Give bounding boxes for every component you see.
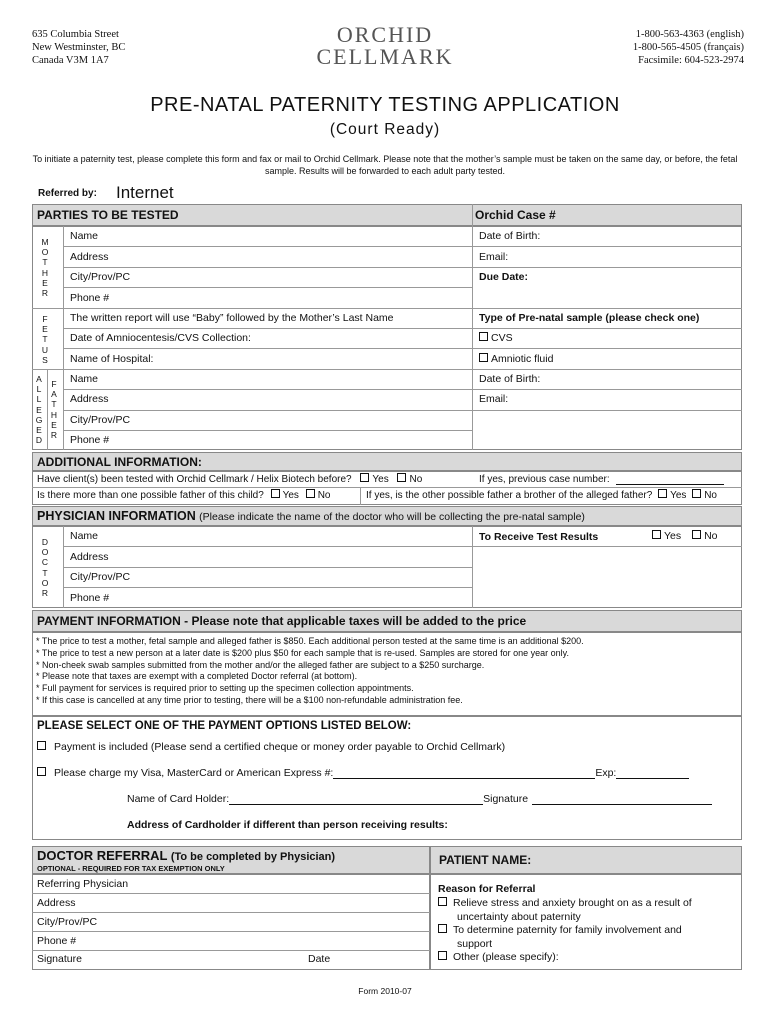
exp-input[interactable] [616,767,689,779]
address-line: New Westminster, BC [32,42,126,53]
form-subtitle: (Court Ready) [329,121,441,138]
referral-phone-field[interactable]: Phone # [37,935,77,947]
letter: O [41,247,49,258]
payment-note: * The price to test a new person at a later date is $200 plus $50 for each sample that is re-used. Samples are stored for one year only. [36,647,569,658]
letter: F [51,379,57,389]
doctor-address-field[interactable]: Address [70,551,109,563]
cardholder-address-label: Address of Cardholder if different than person receiving results: [127,819,448,831]
payment-included-option[interactable] [37,741,505,753]
address-line: Canada V3M 1A7 [32,55,109,66]
letter: E [42,324,48,335]
option-label: Please charge my Visa, MasterCard or American Express #: [54,767,334,779]
receive-yes-checkbox[interactable] [652,530,661,539]
question-text: If yes, previous case number: [479,474,610,485]
tested-before-question [37,473,422,485]
form-id: Form 2010-07 [358,986,412,996]
fetus-side-label [40,314,50,365]
father-dob-field[interactable]: Date of Birth: [479,373,541,385]
tested-before-yes-checkbox[interactable] [360,473,369,482]
form-title: PRE-NATAL PATERNITY TESTING APPLICATION [150,94,620,116]
cvs-option[interactable] [479,332,513,344]
letter: L [36,384,42,395]
multiple-fathers-no-checkbox[interactable] [306,489,315,498]
reason-label: Relieve stress and anxiety brought on as a result of [453,897,692,909]
card-holder-field[interactable] [127,793,712,805]
mother-city-field[interactable]: City/Prov/PC [70,271,131,283]
referring-physician-field[interactable]: Referring Physician [37,878,129,890]
mother-side-label [40,237,50,298]
card-holder-label: Name of Card Holder: [127,793,230,805]
payment-notes [36,636,584,707]
reason-label: To determine paternity for family involvement and [453,924,682,936]
additional-header: ADDITIONAL INFORMATION: [32,452,742,471]
card-number-input[interactable] [333,767,595,779]
letter: A [36,374,42,384]
card-signature-input[interactable] [532,793,712,805]
physician-header-note: (Please indicate the name of the doctor who will be collecting the pre-natal sample) [199,511,585,523]
collection-date-field[interactable]: Date of Amniocentesis/CVS Collection: [70,332,251,344]
logo-line: ORCHID [336,22,434,47]
reason-label: Other (please specify): [453,951,559,963]
tested-before-no-checkbox[interactable] [397,473,406,482]
letter: O [41,577,49,588]
exp-label: Exp: [595,767,617,779]
company-phones [633,28,744,67]
receive-no-checkbox[interactable] [692,530,701,539]
mother-name-field[interactable]: Name [70,230,99,242]
yes-label: Yes [670,490,687,501]
doctor-name-field[interactable]: Name [70,530,99,542]
no-label: No [704,530,718,542]
payment-note: * Full payment for services is required prior to setting up the specimen collection appointments. [36,683,414,694]
reasons-list [438,897,692,965]
due-date-field[interactable]: Due Date: [479,271,529,283]
letter: E [42,277,48,288]
father-phone-field[interactable]: Phone # [70,434,110,446]
option-label: Payment is included (Please send a certified cheque or money order payable to Orchid Cellmark) [54,741,506,753]
reason-header: Reason for Referral [438,883,536,895]
letter: O [41,547,49,558]
amniotic-option[interactable] [479,353,553,365]
address-line: 635 Columbia Street [32,29,119,40]
letter: E [36,404,42,415]
yes-label: Yes [664,530,682,542]
letter: G [35,414,43,425]
payment-header: PAYMENT INFORMATION - Please note that applicable taxes will be added to the price [32,610,742,632]
parties-header [32,204,742,226]
brother-yes-checkbox[interactable] [658,489,667,498]
letter: M [41,237,49,247]
intro-text: To initiate a paternity test, please complete this form and fax or mail to Orchid Cellmark. Please note that the mother’s sample must be taken on the same day, or before, the fetal sample. Results will be forwarded to each adult party tested. [32,154,738,176]
reason-family[interactable] [438,924,692,938]
doctor-referral-note: (To be completed by Physician) [170,851,336,863]
no-label: No [409,474,423,485]
letter: R [50,430,58,441]
payment-note: * If this case is cancelled at any time prior to testing, there will be a $100 non-refundable administration fee. [36,694,463,705]
letter: T [42,567,48,578]
option-label: Amniotic fluid [491,353,554,365]
letter: L [36,394,42,405]
letter: T [42,257,48,268]
receive-results-label: To Receive Test Results [479,531,599,543]
physician-header-label: PHYSICIAN INFORMATION [37,509,196,523]
letter: F [42,314,48,324]
brother-no-checkbox[interactable] [692,489,701,498]
patient-name-header: PATIENT NAME: [430,846,742,874]
letter: H [41,267,49,278]
case-number-label: Orchid Case # [475,208,556,222]
physician-header [32,506,742,526]
doctor-city-field[interactable]: City/Prov/PC [70,571,131,583]
payment-included-checkbox[interactable] [37,741,46,750]
doctor-referral-header [32,846,430,874]
referral-city-field[interactable]: City/Prov/PC [37,916,98,928]
letter: U [41,344,49,355]
receive-results-options [652,530,718,542]
no-label: No [704,490,717,501]
letter: C [41,557,49,568]
referral-signature-field[interactable]: Signature [37,953,82,965]
letter: H [50,409,58,420]
letter: S [42,354,48,365]
question-text: Have client(s) been tested with Orchid Cellmark / Helix Biotech before? [37,474,352,485]
referral-address-field[interactable]: Address [37,897,76,909]
logo-line: CELLMARK [316,44,454,69]
charge-card-checkbox[interactable] [37,767,46,776]
question-text: Is there more than one possible father of this child? [37,490,264,501]
previous-case-field[interactable] [479,473,724,485]
phone-line: Facsimile: 604-523-2974 [638,55,744,66]
checkbox[interactable] [438,924,447,933]
brother-question [366,489,717,501]
yes-label: Yes [282,490,299,501]
checkbox[interactable] [479,332,488,341]
fetus-report-note: The written report will use “Baby” followed by the Mother’s Last Name [70,312,394,324]
doctor-side-label [40,537,50,598]
mother-address-field[interactable]: Address [70,251,109,263]
mother-email-field[interactable]: Email: [479,251,509,263]
reason-continuation: support [457,937,493,950]
letter: R [41,288,49,299]
multiple-fathers-yes-checkbox[interactable] [271,489,280,498]
question-text: If yes, is the other possible father a brother of the alleged father? [366,490,653,501]
letter: A [51,389,57,400]
father-address-field[interactable]: Address [70,393,109,405]
father-name-field[interactable]: Name [70,373,99,385]
yes-label: Yes [372,474,389,485]
letter: T [51,399,57,410]
referral-date-field[interactable]: Date [308,953,331,965]
mother-dob-field[interactable]: Date of Birth: [479,230,541,242]
letter: T [42,334,48,345]
reason-continuation: uncertainty about paternity [457,910,581,923]
multiple-fathers-question [37,489,330,501]
referred-by-label: Referred by: [38,188,97,199]
doctor-referral-sub: OPTIONAL - REQUIRED FOR TAX EXEMPTION ONLY [37,864,225,873]
letter: E [51,419,57,430]
payment-note: * Please note that taxes are exempt with a completed Doctor referral (at bottom). [36,671,358,682]
reason-other[interactable] [438,951,692,965]
letter: D [41,537,49,547]
father-side-label [49,379,59,440]
phone-line: 1-800-563-4363 (english) [635,29,744,40]
payment-note: * The price to test a mother, fetal sample and alleged father is $850. Each additional person tested at the same time is an additional $200. [36,636,584,646]
signature-label: Signature [483,793,529,805]
previous-case-input[interactable] [616,473,724,485]
doctor-referral-title: DOCTOR REFERRAL [37,848,168,863]
orchid-cellmark-logo [300,24,470,68]
sample-type-header: Type of Pre-natal sample (please check one) [479,312,700,324]
checkbox[interactable] [438,951,447,960]
letter: E [36,425,42,436]
letter: D [35,435,43,446]
referred-by-value[interactable]: Internet [116,183,174,202]
father-email-field[interactable]: Email: [479,393,509,405]
card-holder-input[interactable] [229,793,483,805]
charge-card-option[interactable] [37,767,689,779]
phone-line: 1-800-565-4505 (français) [632,42,744,53]
company-address [32,28,125,67]
payment-note: * Non-cheek swab samples submitted from the mother and/or the alleged father are subject to a $250 surcharge. [36,659,485,670]
father-city-field[interactable]: City/Prov/PC [70,414,131,426]
reason-stress[interactable] [438,897,692,911]
mother-phone-field[interactable]: Phone # [70,292,110,304]
doctor-phone-field[interactable]: Phone # [70,592,110,604]
no-label: No [317,490,331,501]
alleged-side-label [34,374,44,445]
option-label: CVS [491,332,513,344]
checkbox[interactable] [438,897,447,906]
hospital-name-field[interactable]: Name of Hospital: [70,353,154,365]
payment-select-header: PLEASE SELECT ONE OF THE PAYMENT OPTIONS LISTED BELOW: [37,720,412,732]
letter: R [41,588,49,599]
checkbox[interactable] [479,353,488,362]
parties-header-label: PARTIES TO BE TESTED [37,208,179,222]
